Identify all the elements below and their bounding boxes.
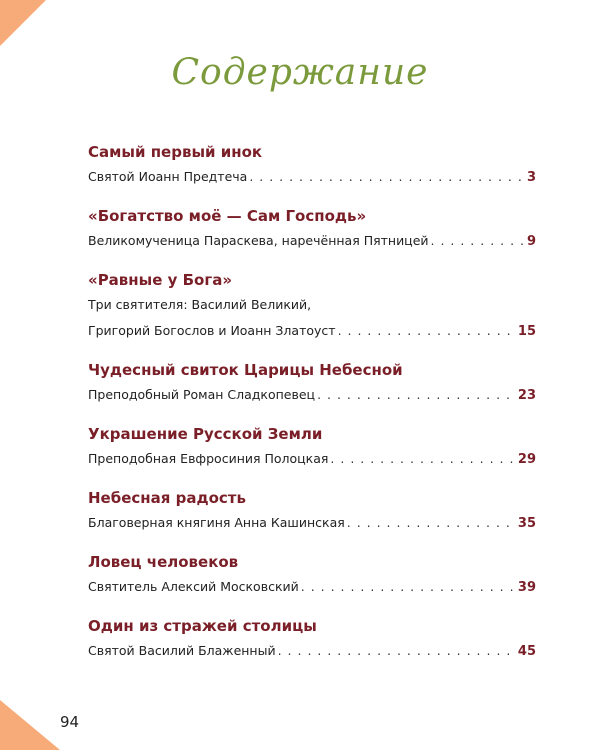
page-number: 94	[60, 713, 80, 731]
toc-entry-line	[88, 228, 536, 254]
toc-page-number: 15	[517, 324, 536, 339]
dot-leader	[278, 638, 516, 664]
toc-entry-subtitle: Великомученица Параскева, наречённая Пятницей	[88, 233, 429, 248]
toc-entry-subtitle: Святитель Алексий Московский	[88, 579, 299, 594]
toc-entry-subtitle: Святой Василий Блаженный	[88, 643, 276, 658]
corner-decoration-top	[0, 0, 46, 46]
toc-entry[interactable]	[88, 358, 536, 408]
toc-entry-heading: Небесная радость	[88, 489, 246, 507]
toc-entry-line	[88, 382, 536, 408]
toc-entry-line	[88, 510, 536, 536]
dot-leader	[347, 510, 516, 536]
toc-entry-line	[88, 164, 536, 190]
toc-entry-heading: Чудесный свиток Царицы Небесной	[88, 361, 403, 379]
toc-page-number: 29	[517, 452, 536, 467]
toc-page-number: 39	[517, 580, 536, 595]
toc-page-number: 23	[517, 388, 536, 403]
toc-entry-line	[88, 292, 536, 318]
corner-decoration-bottom	[0, 700, 60, 750]
page-title: Содержание	[171, 52, 429, 93]
toc-entry[interactable]	[88, 204, 536, 254]
toc-entry-heading: «Богатство моё — Сам Господь»	[88, 207, 367, 225]
toc-entry[interactable]	[88, 550, 536, 600]
toc-entry-subtitle: Преподобная Евфросиния Полоцкая	[88, 451, 329, 466]
toc-page-number: 3	[526, 170, 536, 185]
dot-leader	[338, 318, 516, 344]
toc-entry[interactable]	[88, 422, 536, 472]
toc-entry[interactable]	[88, 614, 536, 664]
toc-entry-subtitle: Преподобный Роман Сладкопевец	[88, 387, 316, 402]
toc-entry-subtitle: Три святителя: Василий Великий,	[88, 297, 312, 312]
toc-entry[interactable]	[88, 486, 536, 536]
toc-entry-line	[88, 318, 536, 344]
toc-entry-line	[88, 638, 536, 664]
toc-entry[interactable]	[88, 268, 536, 344]
dot-leader	[317, 382, 516, 408]
toc-entry-heading: «Равные у Бога»	[88, 271, 233, 289]
toc-page-number: 45	[517, 644, 536, 659]
toc-entry[interactable]	[88, 140, 536, 190]
toc-page-number: 9	[526, 234, 536, 249]
dot-leader	[330, 446, 515, 472]
toc-entry-subtitle: Благоверная княгиня Анна Кашинская	[88, 515, 345, 530]
dot-leader	[301, 574, 516, 600]
dot-leader	[431, 228, 525, 254]
toc-entry-heading: Ловец человеков	[88, 553, 239, 571]
toc-entry-heading: Украшение Русской Земли	[88, 425, 323, 443]
toc-entry-subtitle: Григорий Богослов и Иоанн Златоуст	[88, 323, 336, 338]
toc-page-number: 35	[517, 516, 536, 531]
toc-entry-line	[88, 574, 536, 600]
toc-entry-heading: Один из стражей столицы	[88, 617, 317, 635]
table-of-contents	[88, 140, 536, 664]
toc-entry-line	[88, 446, 536, 472]
dot-leader	[249, 164, 525, 190]
toc-entry-subtitle: Святой Иоанн Предтеча	[88, 169, 248, 184]
toc-entry-heading: Самый первый инок	[88, 143, 263, 161]
